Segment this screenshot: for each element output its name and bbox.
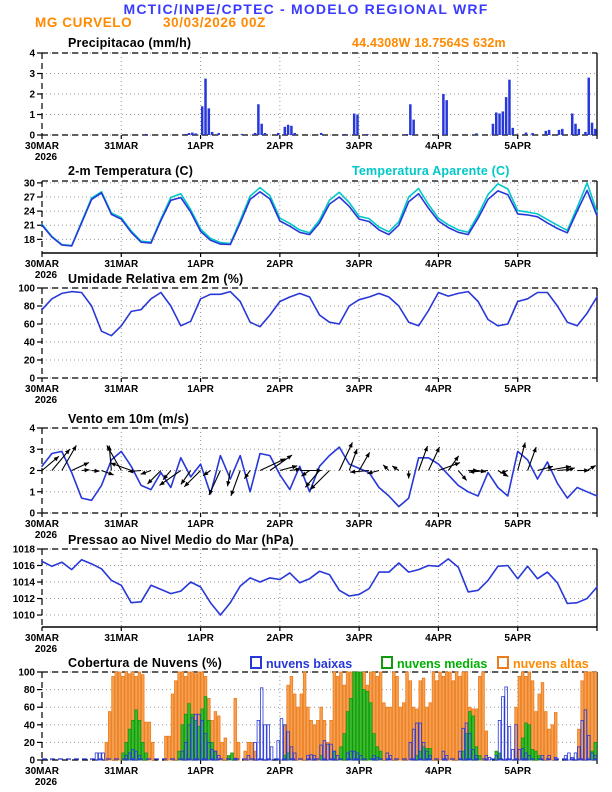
svg-text:4APR: 4APR — [425, 141, 452, 152]
legend-nuvens-medias — [381, 656, 487, 671]
nuvens-altas-swatch-icon — [497, 656, 509, 669]
svg-text:4APR: 4APR — [425, 384, 452, 395]
svg-text:30MAR: 30MAR — [25, 766, 59, 777]
svg-text:3APR: 3APR — [345, 259, 373, 270]
svg-text:100: 100 — [18, 283, 35, 295]
nuvens-medias-swatch-icon — [381, 656, 393, 669]
svg-text:31MAR: 31MAR — [104, 259, 139, 270]
svg-text:30MAR: 30MAR — [25, 384, 59, 395]
svg-text:3: 3 — [29, 444, 35, 456]
svg-text:2: 2 — [29, 466, 35, 477]
humidity-panel — [18, 284, 597, 407]
svg-text:0: 0 — [29, 130, 35, 142]
svg-text:30MAR: 30MAR — [25, 633, 59, 644]
nuvens-baixas-swatch-icon — [250, 656, 262, 669]
humidity-title: Umidade Relativa em 2m (%) — [68, 272, 244, 286]
svg-text:40: 40 — [23, 720, 35, 732]
svg-text:4: 4 — [29, 423, 35, 435]
svg-text:30MAR: 30MAR — [25, 141, 59, 152]
pressure-title: Pressao ao Nivel Medio do Mar (hPa) — [68, 533, 294, 547]
wind-speed-line — [42, 447, 597, 507]
model-title: MCTIC/INPE/CPTEC - MODELO REGIONAL WRF — [123, 1, 489, 17]
svg-text:20: 20 — [23, 355, 35, 367]
apparent-temperature-legend: Temperatura Aparente (C) — [352, 164, 510, 178]
svg-text:5APR: 5APR — [504, 766, 532, 777]
svg-text:2APR: 2APR — [266, 384, 294, 395]
svg-text:18: 18 — [23, 234, 35, 246]
svg-text:1018: 1018 — [12, 544, 35, 556]
run-datetime: 30/03/2026 00Z — [163, 15, 266, 30]
svg-text:2026: 2026 — [34, 530, 58, 541]
svg-text:4APR: 4APR — [425, 519, 452, 530]
svg-text:1: 1 — [29, 110, 35, 121]
series-line — [42, 190, 597, 246]
svg-text:1: 1 — [29, 487, 35, 499]
svg-text:24: 24 — [23, 206, 35, 218]
svg-text:40: 40 — [23, 337, 35, 349]
wind-panel — [25, 424, 597, 542]
svg-text:2026: 2026 — [34, 395, 58, 406]
precipitation-title: Precipitacao (mm/h) — [68, 36, 192, 50]
svg-text:31MAR: 31MAR — [104, 633, 139, 644]
svg-text:31MAR: 31MAR — [104, 519, 139, 530]
nuvens-medias-label: nuvens medias — [397, 657, 488, 671]
precipitation-panel — [25, 49, 597, 164]
svg-text:5APR: 5APR — [504, 519, 532, 530]
svg-text:5APR: 5APR — [504, 633, 532, 644]
wind-title: Vento em 10m (m/s) — [68, 412, 190, 426]
station-coordinates: 44.4308W 18.7564S 632m — [352, 36, 506, 50]
svg-text:3APR: 3APR — [345, 141, 373, 152]
svg-text:30: 30 — [23, 178, 35, 190]
svg-text:100: 100 — [18, 667, 35, 679]
svg-text:1010: 1010 — [12, 610, 35, 622]
svg-text:4APR: 4APR — [425, 766, 452, 777]
svg-text:0: 0 — [29, 373, 35, 385]
svg-text:5APR: 5APR — [504, 141, 532, 152]
svg-text:1APR: 1APR — [187, 766, 214, 777]
svg-text:30MAR: 30MAR — [25, 259, 59, 270]
svg-text:5APR: 5APR — [504, 259, 532, 270]
clouds-panel — [18, 668, 597, 789]
svg-text:31MAR: 31MAR — [104, 384, 139, 395]
series-line — [42, 183, 597, 246]
svg-text:1014: 1014 — [12, 577, 35, 589]
svg-text:4APR: 4APR — [425, 259, 452, 270]
svg-text:3APR: 3APR — [345, 633, 373, 644]
svg-text:2026: 2026 — [34, 644, 58, 655]
svg-text:2026: 2026 — [34, 270, 58, 281]
svg-text:80: 80 — [23, 685, 35, 697]
svg-text:0: 0 — [29, 508, 35, 520]
svg-text:21: 21 — [23, 220, 35, 232]
nuvens-baixas-label: nuvens baixas — [266, 657, 353, 671]
svg-text:2APR: 2APR — [266, 259, 294, 270]
nuvens-altas-label: nuvens altas — [513, 657, 589, 671]
svg-text:1012: 1012 — [12, 594, 35, 606]
clouds-title: Cobertura de Nuvens (%) — [68, 656, 222, 670]
station-name: MG CURVELO — [35, 15, 133, 30]
svg-text:3APR: 3APR — [345, 519, 373, 530]
svg-text:1APR: 1APR — [187, 259, 214, 270]
svg-text:60: 60 — [23, 319, 35, 331]
temperature-title: 2-m Temperatura (C) — [68, 164, 194, 178]
legend-nuvens-baixas — [250, 656, 352, 671]
svg-text:2APR: 2APR — [266, 519, 294, 530]
svg-text:2APR: 2APR — [266, 141, 294, 152]
svg-text:2: 2 — [29, 89, 35, 101]
svg-text:4: 4 — [29, 48, 35, 60]
series-line — [42, 559, 597, 615]
svg-text:4APR: 4APR — [425, 633, 452, 644]
svg-text:2026: 2026 — [34, 777, 58, 788]
svg-text:20: 20 — [23, 737, 35, 749]
svg-text:30MAR: 30MAR — [25, 519, 59, 530]
svg-text:1APR: 1APR — [187, 633, 214, 644]
svg-text:2APR: 2APR — [266, 766, 294, 777]
svg-text:1APR: 1APR — [187, 384, 214, 395]
svg-text:80: 80 — [23, 301, 35, 313]
svg-text:2026: 2026 — [34, 152, 58, 163]
legend-nuvens-altas — [497, 656, 589, 671]
svg-text:3: 3 — [29, 69, 35, 80]
series-line — [42, 292, 597, 336]
svg-text:60: 60 — [23, 702, 35, 714]
svg-text:1APR: 1APR — [187, 519, 214, 530]
svg-text:27: 27 — [23, 192, 35, 204]
svg-text:3APR: 3APR — [345, 384, 373, 395]
svg-text:1APR: 1APR — [187, 141, 214, 152]
temperature-panel — [24, 178, 597, 281]
svg-text:31MAR: 31MAR — [104, 141, 139, 152]
svg-text:1016: 1016 — [12, 561, 35, 573]
pressure-panel — [13, 545, 597, 656]
svg-text:3APR: 3APR — [345, 766, 373, 777]
precip-bars — [145, 78, 597, 135]
svg-text:0: 0 — [29, 755, 35, 767]
svg-text:2APR: 2APR — [266, 633, 294, 644]
svg-text:5APR: 5APR — [504, 384, 532, 395]
svg-text:31MAR: 31MAR — [104, 766, 139, 777]
